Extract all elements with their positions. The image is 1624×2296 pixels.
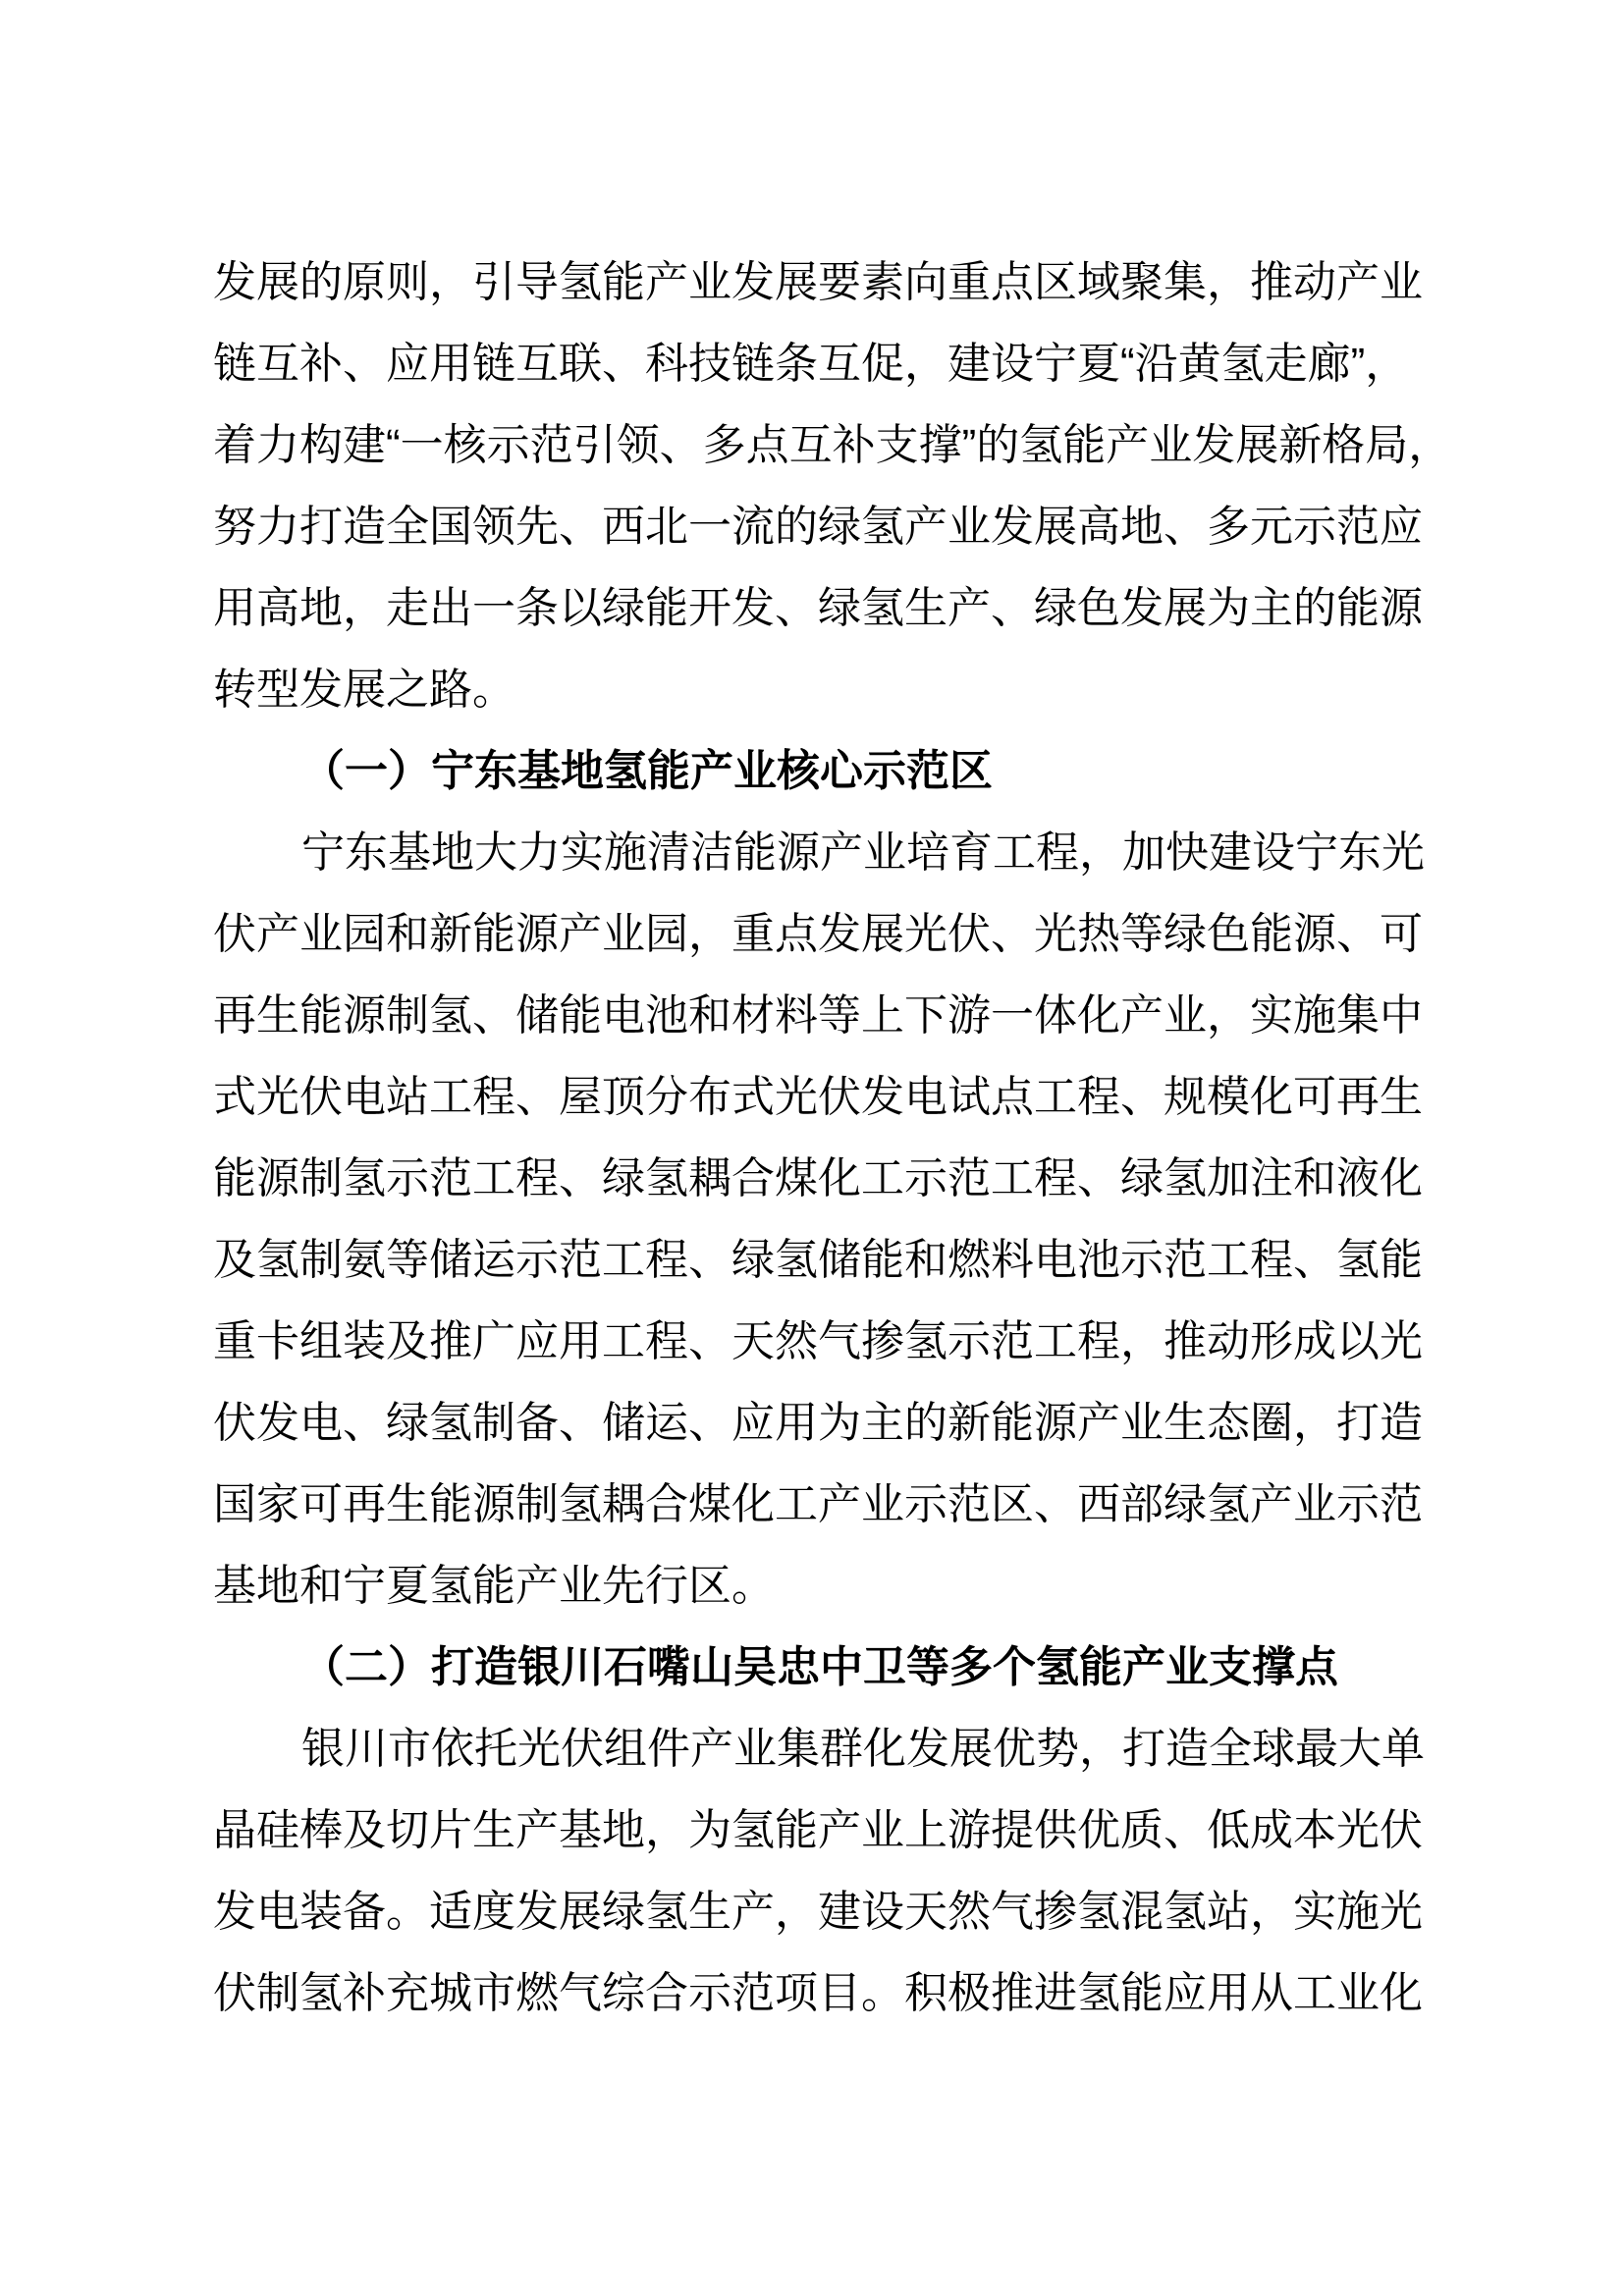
page-content [213, 241, 1452, 2034]
paragraph-line: 基地和宁夏氢能产业先行区。 [213, 1562, 775, 1610]
paragraph-line: 伏制氢补充城市燃气综合示范项目。积极推进氢能应用从工业化 [213, 1969, 1423, 2017]
paragraph-line: 发展的原则，引导氢能产业发展要素向重点区域聚集，推动产业 [213, 258, 1423, 306]
section-heading-2: （二）打造银川石嘴山吴忠中卫等多个氢能产业支撑点 [301, 1643, 1338, 1691]
paragraph-line: 再生能源制氢、储能电池和材料等上下游一体化产业，实施集中 [213, 991, 1423, 1040]
paragraph-line: 伏产业园和新能源产业园，重点发展光伏、光热等绿色能源、可 [213, 910, 1423, 958]
paragraph-line: 晶硅棒及切片生产基地，为氢能产业上游提供优质、低成本光伏 [213, 1806, 1423, 1854]
paragraph-line: 能源制氢示范工程、绿氢耦合煤化工示范工程、绿氢加注和液化 [213, 1154, 1423, 1202]
paragraph-line: 努力打造全国领先、西北一流的绿氢产业发展高地、多元示范应 [213, 503, 1423, 551]
paragraph-line: 宁东基地大力实施清洁能源产业培育工程，加快建设宁东光 [301, 828, 1425, 877]
section-heading-1: （一）宁东基地氢能产业核心示范区 [301, 747, 993, 795]
paragraph-line: 发电装备。适度发展绿氢生产，建设天然气掺氢混氢站，实施光 [213, 1888, 1423, 1936]
paragraph-line: 及氢制氨等储运示范工程、绿氢储能和燃料电池示范工程、氢能 [213, 1236, 1423, 1284]
paragraph-line: 伏发电、绿氢制备、储运、应用为主的新能源产业生态圈，打造 [213, 1399, 1423, 1447]
paragraph-line: 链互补、应用链互联、科技链条互促，建设宁夏“沿黄氢走廊”， [213, 340, 1409, 388]
paragraph-line: 重卡组装及推广应用工程、天然气掺氢示范工程，推动形成以光 [213, 1317, 1423, 1365]
paragraph-line: 着力构建“一核示范引领、多点互补支撑”的氢能产业发展新格局， [213, 421, 1452, 469]
paragraph-line: 银川市依托光伏组件产业集群化发展优势，打造全球最大单 [301, 1725, 1425, 1773]
paragraph-line: 国家可再生能源制氢耦合煤化工产业示范区、西部绿氢产业示范 [213, 1480, 1423, 1528]
paragraph-line: 用高地，走出一条以绿能开发、绿氢生产、绿色发展为主的能源 [213, 584, 1423, 632]
paragraph-line: 式光伏电站工程、屋顶分布式光伏发电试点工程、规模化可再生 [213, 1073, 1423, 1121]
paragraph-line: 转型发展之路。 [213, 666, 515, 714]
